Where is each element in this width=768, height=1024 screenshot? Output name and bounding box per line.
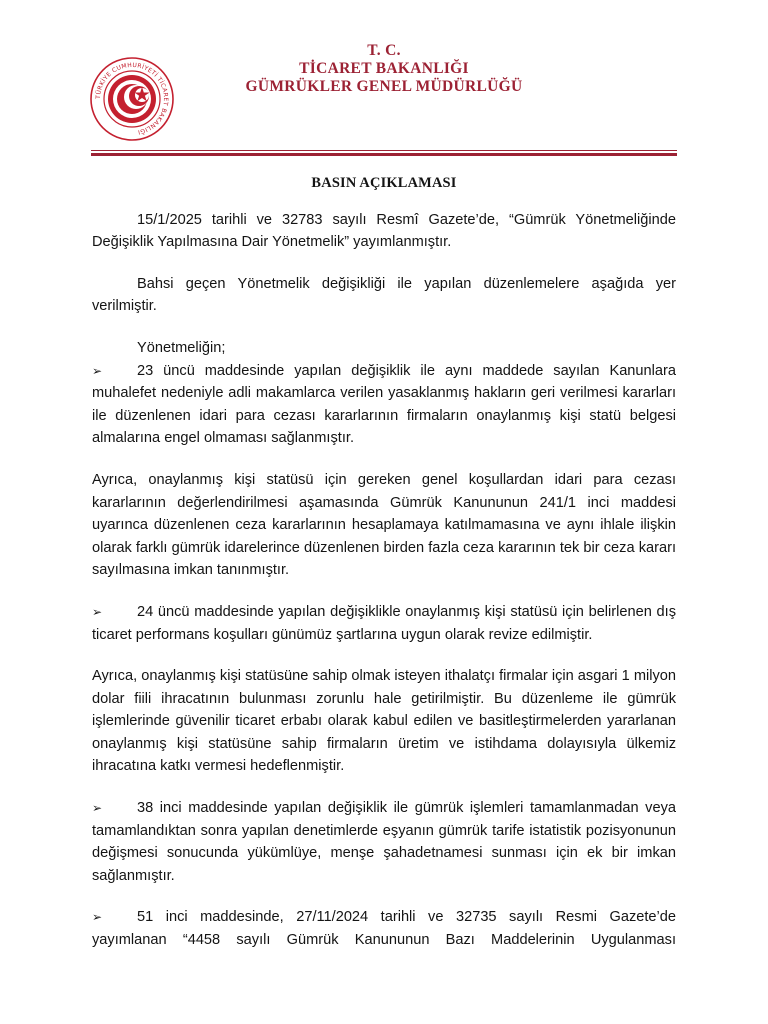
document-body — [92, 172, 676, 952]
paragraph-3: Yönetmeliğin; — [137, 339, 226, 356]
bullet-item-4-text: 51 inci maddesinde, 27/11/2024 tarihli ve 32735 sayılı Resmi Gazete’de yayımlanan “4458 sayılı Gümrük Kanununun Bazı Maddelerinin Uygulanması — [92, 909, 676, 949]
paragraph-4: Ayrıca, onaylanmış kişi statüsü için gereken genel koşullardan idari para cezası kararlarının değerlendirilmesi aşamasında Gümrük Kanununun 241/1 inci maddesi uyarınca düzenlenen ceza kararlarının hesaplamaya katılmamasına ve aynı ihlale ilişkin olarak farklı gümrük idarelerince düzenlenen birden fazla ceza kararının tek bir ceza kararı sayılmasına imkan tanınmıştır. — [92, 471, 676, 579]
bullet-item-3-text: 38 inci maddesinde yapılan değişiklik ile gümrük işlemleri tamamlanmadan veya tamamlandıktan sonra yapılan denetimlerde eşyanın gümrük tarife istatistik pozisyonunun değişmesi sonucunda yükümlüye, menşe şahadetnamesi sunması için ek bir imkan sağlanmıştır. — [92, 800, 676, 884]
paragraph-1: 15/1/2025 tarihli ve 32783 sayılı Resmî Gazete’de, “Gümrük Yönetmeliğinde Değişiklik Yapılmasına Dair Yönetmelik” yayımlanmıştır. — [92, 211, 676, 251]
bullet-item-1-text: 23 üncü maddesinde yapılan değişiklik ile aynı maddede sayılan Kanunlara muhalefet nedeniyle adli makamlarca verilen yasaklanmış hakların geri verilmesi kararları ile düzenlenen idari para cezası kararlarının firmaların onaylanmış kişi statü belgesi almalarına engel olmaması sağlanmıştır. — [92, 362, 676, 447]
paragraph-2: Bahsi geçen Yönetmelik değişikliği ile yapılan düzenlemelere aşağıda yer verilmiştir. — [92, 275, 676, 315]
bullet-item-3 — [92, 797, 676, 887]
document-title: BASIN AÇIKLAMASI — [311, 175, 457, 191]
header-block — [200, 42, 568, 96]
ministry-logo — [90, 57, 174, 141]
bullet-item-4 — [92, 906, 676, 951]
bullet-item-2-text: 24 üncü maddesinde yapılan değişiklikle onaylanmış kişi statüsü için belirlenen dış ticaret performans koşulları günümüz şartlarına uygun olarak revize edilmiştir. — [92, 603, 676, 643]
header-line-directorate: GÜMRÜKLER GENEL MÜDÜRLÜĞÜ — [245, 78, 523, 95]
logo-ring-text: TÜRKİYE CUMHURİYETİ TİCARET BAKANLIĞI — [94, 61, 170, 136]
paragraph-5: Ayrıca, onaylanmış kişi statüsüne sahip olmak isteyen ithalatçı firmalar için asgari 1 milyon dolar fiili ihracatının bulunması zorunlu hale getirilmiştir. Bu düzenleme ile gümrük işlemlerinde güvenilir ticaret erbabı olarak kabul edilen ve basitleştirmelerden yararlanan onaylanmış kişi statüsüne sahip firmaların üretim ve istihdama dolayısıyla ülkemiz ihracatına katkı vermesi hedeflenmiştir. — [92, 668, 676, 775]
header-line-ministry: TİCARET BAKANLIĞI — [299, 60, 469, 77]
header-divider-thick — [91, 153, 677, 156]
header-divider-thin — [91, 150, 677, 151]
arrow-bullet-icon: ➢ — [92, 604, 103, 619]
header-line-tc: T. C. — [367, 42, 401, 59]
arrow-bullet-icon: ➢ — [92, 910, 103, 925]
arrow-bullet-icon: ➢ — [92, 801, 103, 816]
bullet-item-2 — [92, 601, 676, 646]
bullet-item-1 — [92, 360, 676, 450]
arrow-bullet-icon: ➢ — [92, 363, 103, 378]
